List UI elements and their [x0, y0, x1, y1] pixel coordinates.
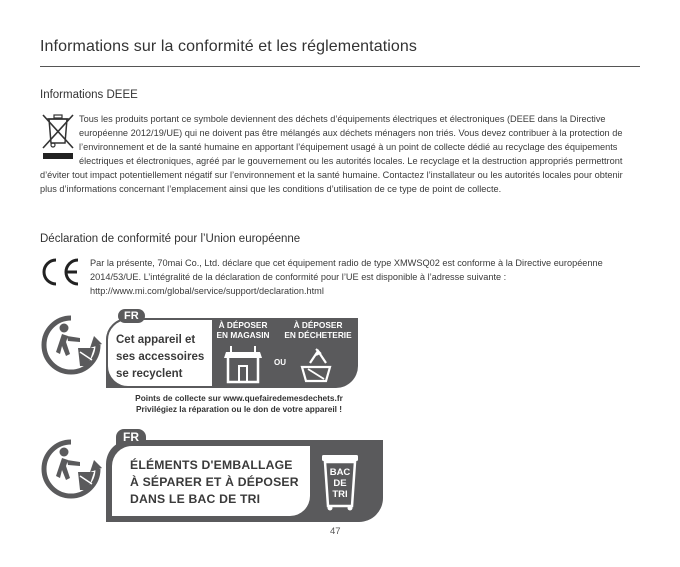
title-divider	[40, 66, 640, 67]
triman-icon	[40, 314, 102, 376]
dump-label-line-1: À DÉPOSER	[293, 320, 343, 330]
sorting-bin-icon	[318, 452, 362, 512]
bin-text-line-3: TRI	[332, 489, 348, 500]
collection-points	[120, 393, 358, 415]
weee-text: Tous les produits portant ce symbole deviennent des déchets d’équipements électriques et électroniques (DEEE dans la Directive européenne 2012/19/UE) qui ne doivent pas être mélangés aux déchets ménagers non triés. Vous devez contribuer à la protection de l’environnement et de la santé humaine en apportant l’équipement usagé à un point de collecte dédié au recyclage des équipements électriques et électroniques, agréé par le gouvernement ou les autorités locales. Le recyclage et la destruction appropriés permettront d’éviter tout impact potentiellement négatif sur l’environnement et la santé humaine. Contactez l’installateur ou les autorités locales pour obtenir plus d’informations concernant l’emplacement ainsi que les conditions d’utilisation de ce type de point de collecte.	[40, 114, 623, 194]
collection-points-line-1: Points de collecte sur www.quefairedemesdechets.fr	[135, 393, 343, 403]
weee-heading: Informations DEEE	[40, 89, 138, 101]
recycling-center-icon	[296, 345, 336, 385]
weee-paragraph	[40, 112, 640, 196]
ce-mark-icon	[40, 258, 82, 286]
page-title: Informations sur la conformité et les réglementations	[40, 38, 418, 55]
dump-label	[280, 321, 356, 340]
fr-badge: FR	[116, 429, 146, 446]
collection-points-line-2: Privilégiez la réparation ou le don de votre appareil !	[135, 404, 343, 414]
packaging-line-2: À SÉPARER ET À DÉPOSER	[130, 475, 299, 489]
recycle-line-2: ses accessoires	[116, 351, 205, 363]
triman-icon	[40, 438, 102, 500]
recycle-statement	[116, 332, 204, 383]
recycle-line-3: se recyclent	[116, 368, 183, 380]
store-label-line-1: À DÉPOSER	[218, 320, 268, 330]
or-label: OU	[274, 358, 286, 367]
store-label-line-2: EN MAGASIN	[216, 329, 270, 340]
recycle-line-1: Cet appareil et	[116, 334, 196, 346]
dump-label-line-2: EN DÉCHETERIE	[284, 329, 352, 340]
bin-text-line-1: BAC	[329, 467, 351, 478]
packaging-line-1: ÉLÉMENTS D'EMBALLAGE	[130, 458, 293, 472]
packaging-statement	[130, 457, 299, 508]
page-number: 47	[330, 526, 341, 537]
fr-badge: FR	[118, 309, 145, 323]
bin-text-line-2: DE	[333, 478, 347, 489]
ce-heading: Déclaration de conformité pour l’Union européenne	[40, 233, 301, 245]
packaging-line-3: DANS LE BAC DE TRI	[130, 492, 261, 506]
store-label	[214, 321, 272, 340]
store-icon	[222, 342, 264, 384]
ce-text: Par la présente, 70mai Co., Ltd. déclare que cet équipement radio de type XMWSQ02 est conforme à la Directive européenne 2014/53/UE. L’intégralité de la déclaration de conformité pour l’UE est disponible à l’adresse suivante : http://www.mi.com/global/service/support/declaration.html	[90, 258, 603, 296]
